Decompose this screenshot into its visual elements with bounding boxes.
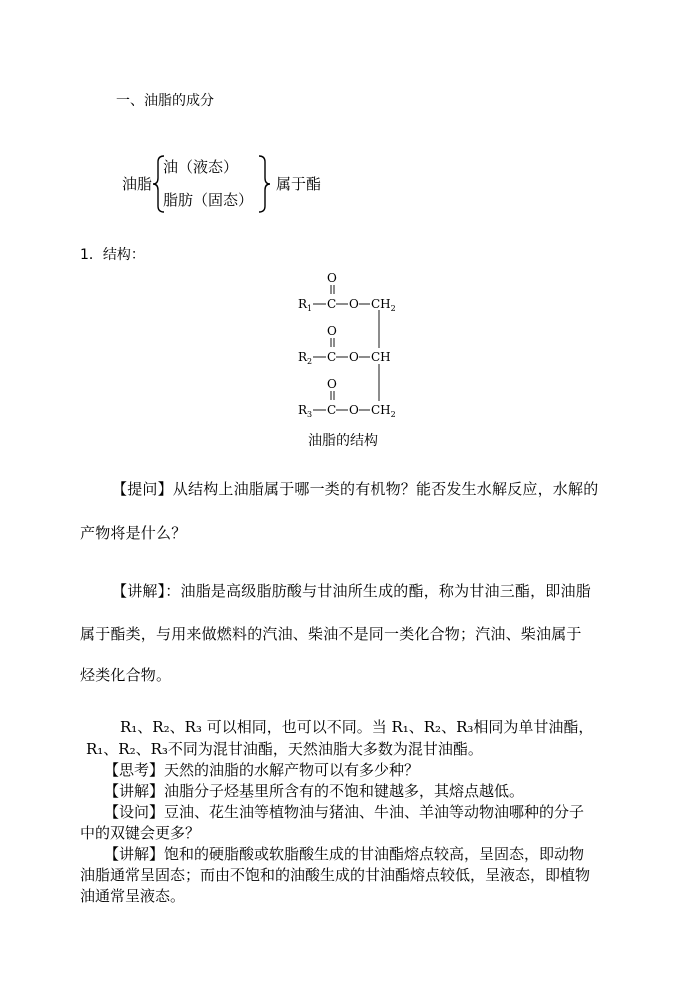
explain-line-1: 【讲解】：油脂是高级脂肪酸与甘油所生成的酯，称为甘油三酯，即油脂 <box>112 582 591 600</box>
block-line-1: R₁、R₂、R₃ 可以相同，也可以不同。当 R₁、R₂、R₃相同为单甘油酯， <box>120 718 594 736</box>
explain-line-2: 属于酯类，与用来做燃料的汽油、柴油不是同一类化合物；汽油、柴油属于 <box>80 625 582 643</box>
formula-o-link1: O <box>349 297 359 311</box>
block-line-6: 中的双键会更多？ <box>80 824 201 842</box>
block-line-3: 【思考】天然的油脂的水解产物可以有多少种？ <box>104 761 420 779</box>
block-line-7: 【讲解】饱和的硬脂酸或软脂酸生成的甘油酯熔点较高，呈固态，即动物 <box>104 845 585 863</box>
formula-o-link2: O <box>349 350 359 364</box>
question-line-1: 【提问】从结构上油脂属于哪一类的有机物？能否发生水解反应，水解的 <box>112 480 599 498</box>
explain-line-3: 烃类化合物。 <box>80 666 172 684</box>
block-line-9: 油通常呈液态。 <box>80 887 186 905</box>
block-line-5: 【设问】豆油、花生油等植物油与猪油、牛油、羊油等动物油哪种的分子 <box>104 803 585 821</box>
section-title: 一、油脂的成分 <box>116 93 214 109</box>
structure-heading: 1．结构： <box>80 247 145 263</box>
formula-c3: C <box>327 403 337 417</box>
right-brace-icon <box>257 154 271 214</box>
formula-r3: $R_3$ <box>298 403 313 419</box>
formula-o-link3: O <box>349 403 359 417</box>
block-line-2: R₁、R₂、R₃不同为混甘油酯，天然油脂大多数为混甘油酯。 <box>86 740 483 758</box>
formula-r1: $R_1$ <box>298 297 313 313</box>
formula-o2: O <box>327 324 337 338</box>
formula-c2: C <box>327 350 337 364</box>
block-line-4: 【讲解】油脂分子烃基里所含有的不饱和键越多，其熔点越低。 <box>104 782 525 800</box>
formula-ch2-top: $CH_2$ <box>371 297 396 313</box>
formula-ch: CH <box>371 350 391 364</box>
formula-caption: 油脂的结构 <box>308 433 378 449</box>
formula-ch2-bottom: $CH_2$ <box>371 403 396 419</box>
formula-o3: O <box>327 377 337 391</box>
question-line-2: 产物将是什么？ <box>80 524 187 542</box>
formula-r2: $R_2$ <box>298 350 313 366</box>
classification-right-label: 属于酯 <box>276 175 322 193</box>
block-line-8: 油脂通常呈固态；而由不饱和的油酸生成的甘油酯熔点较低，呈液态，即植物 <box>80 866 591 884</box>
classification-fat: 脂肪（固态） <box>163 191 254 209</box>
formula-c1: C <box>327 297 337 311</box>
classification-oil: 油（液态） <box>163 158 239 176</box>
triglyceride-formula <box>286 268 426 428</box>
formula-o1: O <box>327 271 337 285</box>
classification-left-label: 油脂 <box>122 175 153 193</box>
